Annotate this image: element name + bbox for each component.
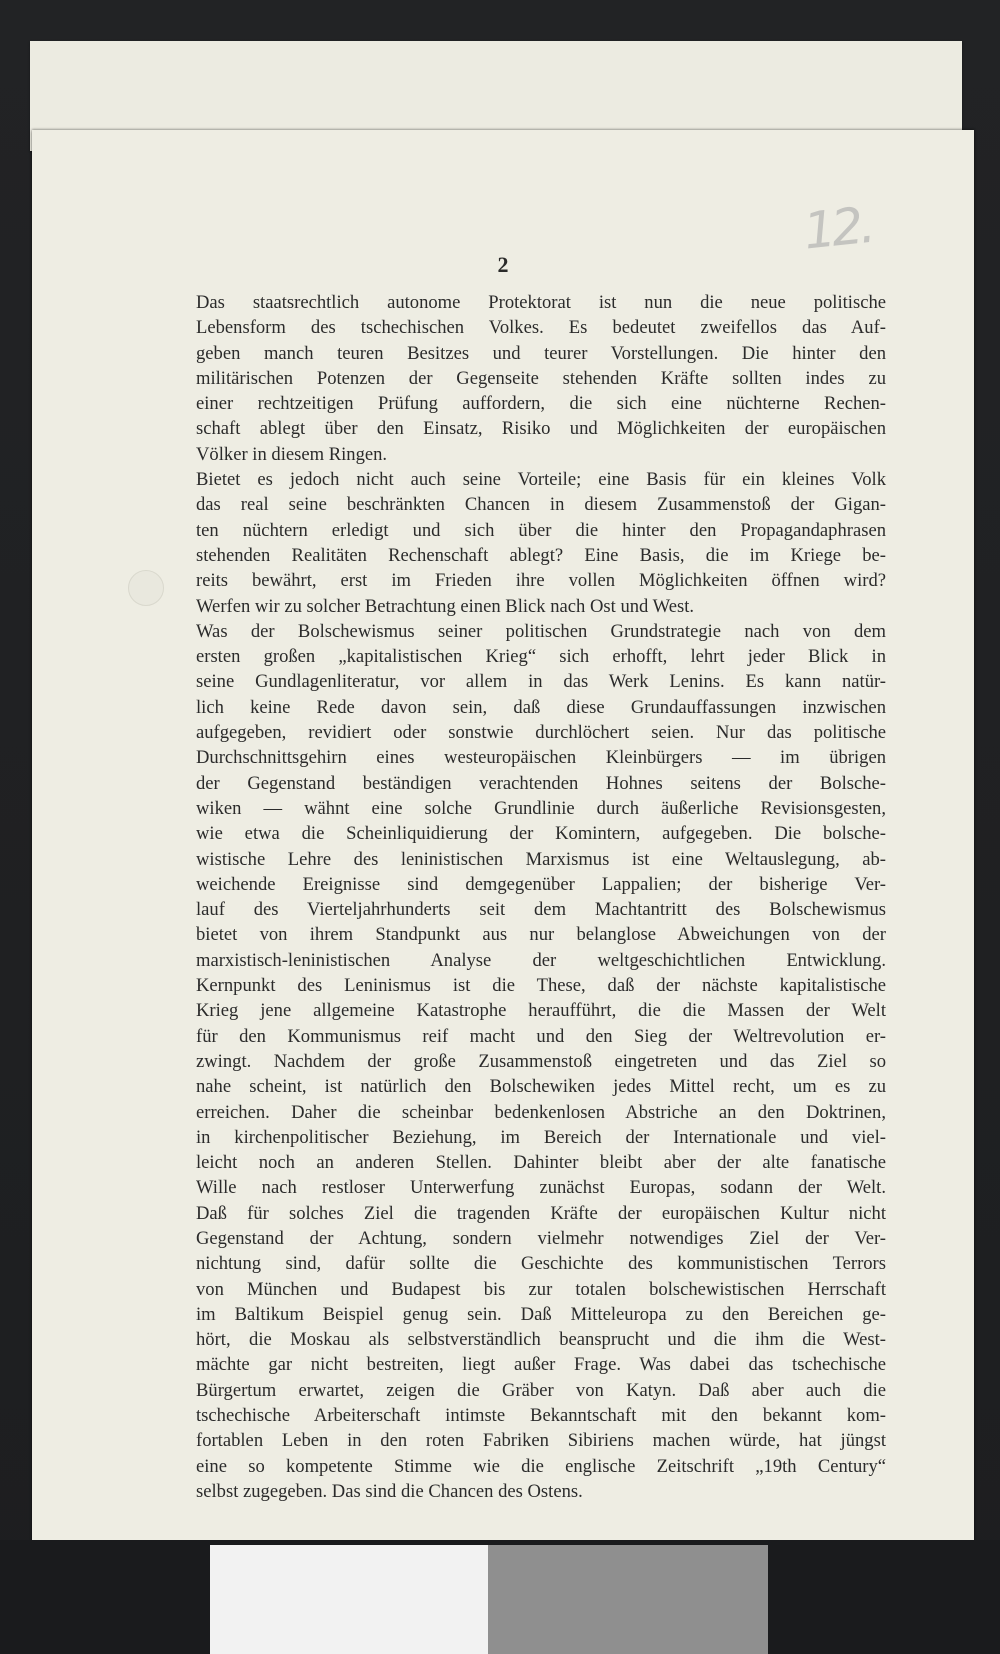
text-line: Was der Bolschewismus seiner politischen Grundstrategie nach von dem bbox=[196, 620, 886, 642]
text-line: ersten großen „kapitalistischen Krieg“ sich erhofft, lehrt jeder Blick in bbox=[196, 646, 886, 668]
text-line: nichtung sind, dafür sollte die Geschichte des kommunistischen Terrors bbox=[196, 1253, 886, 1275]
text-line: geben manch teuren Besitzes und teurer Vorstellungen. Die hinter den bbox=[196, 342, 886, 364]
text-line: Völker in diesem Ringen. bbox=[196, 443, 388, 465]
text-line: aufgegeben, revidiert oder sonstwie durchlöchert seien. Nur das politische bbox=[196, 722, 886, 744]
text-line: schaft ablegt über den Einsatz, Risiko und Möglichkeiten der europäischen bbox=[196, 418, 886, 440]
text-line: weichende Ereignisse sind demgegenüber Lappalien; der bisherige Ver- bbox=[196, 873, 886, 895]
text-line: Wille nach restloser Unterwerfung zunächst Europas, sodann der Welt. bbox=[196, 1177, 886, 1199]
text-line: Werfen wir zu solcher Betrachtung einen Blick nach Ost und West. bbox=[196, 595, 695, 617]
text-line: Das staatsrechtlich autonome Protektorat ist nun die neue politische bbox=[196, 292, 886, 313]
text-line: reits bewährt, erst im Frieden ihre vollen Möglichkeiten öffnen wird? bbox=[196, 570, 886, 592]
text-line: zwingt. Nachdem der große Zusammenstoß eingetreten und das Ziel so bbox=[196, 1050, 886, 1072]
pencil-page-annotation: 12. bbox=[800, 195, 875, 261]
punch-hole bbox=[128, 570, 164, 606]
text-line: militärischen Potenzen der Gegenseite stehenden Kräfte sollten indes zu bbox=[196, 367, 886, 389]
text-line: Krieg jene allgemeine Katastrophe heraufführt, die die Massen der Welt bbox=[196, 1000, 886, 1022]
text-line: erreichen. Daher die scheinbar bedenkenlosen Abstriche an den Doktrinen, bbox=[196, 1101, 886, 1123]
text-line: nahe scheint, ist natürlich den Bolschewiken jedes Mittel recht, um es zu bbox=[196, 1076, 886, 1098]
body-text bbox=[196, 290, 886, 1504]
text-line: einer rechtzeitigen Prüfung auffordern, die sich eine nüchterne Rechen- bbox=[196, 393, 886, 415]
text-line: stehenden Realitäten Rechenschaft ablegt? Eine Basis, die im Kriege be- bbox=[196, 544, 886, 566]
text-line: Gegenstand der Achtung, sondern vielmehr notwendiges Ziel der Ver- bbox=[196, 1227, 886, 1249]
calibration-swatch-white bbox=[210, 1545, 488, 1654]
text-line: für den Kommunismus reif macht und den Sieg der Weltrevolution er- bbox=[196, 1025, 886, 1047]
text-line: fortablen Leben in den roten Fabriken Sibiriens machen würde, hat jüngst bbox=[196, 1430, 886, 1452]
calibration-swatch-gray bbox=[488, 1545, 768, 1654]
text-line: bietet von ihrem Standpunkt aus nur belanglose Abweichungen von der bbox=[196, 924, 886, 946]
text-line: von München und Budapest bis zur totalen bolschewistischen Herrschaft bbox=[196, 1278, 886, 1300]
text-line: Durchschnittsgehirn eines westeuropäischen Kleinbürgers — im übrigen bbox=[196, 747, 886, 769]
text-line: wiken — wähnt eine solche Grundlinie durch äußerliche Revisionsgesten, bbox=[196, 797, 886, 819]
text-line: Bietet es jedoch nicht auch seine Vorteile; eine Basis für ein kleines Volk bbox=[196, 469, 886, 491]
page-number: 2 bbox=[497, 252, 509, 277]
text-line: wistische Lehre des leninistischen Marxismus ist eine Weltauslegung, ab- bbox=[196, 848, 886, 870]
text-line: hört, die Moskau als selbstverständlich beansprucht und die ihm die West- bbox=[196, 1329, 886, 1351]
text-line: wie etwa die Scheinliquidierung der Komintern, aufgegeben. Die bolsche- bbox=[196, 823, 886, 845]
text-line: Daß für solches Ziel die tragenden Kräfte der europäischen Kultur nicht bbox=[196, 1202, 886, 1224]
text-line: lauf des Vierteljahrhunderts seit dem Machtantritt des Bolschewismus bbox=[196, 899, 886, 921]
text-line: in kirchenpolitischer Beziehung, im Bereich der Internationale und viel- bbox=[196, 1126, 886, 1148]
text-line: tschechische Arbeiterschaft intimste Bekanntschaft mit den bekannt kom- bbox=[196, 1405, 886, 1427]
text-line: marxistisch-leninistischen Analyse der weltgeschichtlichen Entwicklung. bbox=[196, 949, 886, 971]
text-line: der Gegenstand beständigen verachtenden Hohnes seitens der Bolsche- bbox=[196, 772, 886, 794]
text-line: mächte gar nicht bestreiten, liegt außer Frage. Was dabei das tschechische bbox=[196, 1354, 886, 1376]
text-line: leicht noch an anderen Stellen. Dahinter bleibt aber der alte fanatische bbox=[196, 1152, 886, 1174]
text-line: Kernpunkt des Leninismus ist die These, daß der nächste kapitalistische bbox=[196, 975, 886, 997]
text-line: selbst zugegeben. Das sind die Chancen des Ostens. bbox=[196, 1480, 583, 1502]
text-line: seine Gundlagenliteratur, vor allem in das Werk Lenins. Es kann natür- bbox=[196, 671, 886, 693]
text-line: das real seine beschränkten Chancen in diesem Zusammenstoß der Gigan- bbox=[196, 494, 886, 516]
text-line: ten nüchtern erledigt und sich über die hinter den Propagandaphrasen bbox=[196, 519, 886, 541]
text-line: Lebensform des tschechischen Volkes. Es bedeutet zweifellos das Auf- bbox=[196, 317, 886, 339]
text-line: Bürgertum erwartet, zeigen die Gräber von Katyn. Daß aber auch die bbox=[196, 1379, 886, 1401]
text-line: eine so kompetente Stimme wie die englische Zeitschrift „19th Century“ bbox=[196, 1455, 886, 1477]
document-page bbox=[32, 130, 974, 1550]
text-line: lich keine Rede davon sein, daß diese Grundauffassungen inzwischen bbox=[196, 696, 886, 718]
text-line: im Baltikum Beispiel genug sein. Daß Mitteleuropa zu den Bereichen ge- bbox=[196, 1303, 886, 1325]
